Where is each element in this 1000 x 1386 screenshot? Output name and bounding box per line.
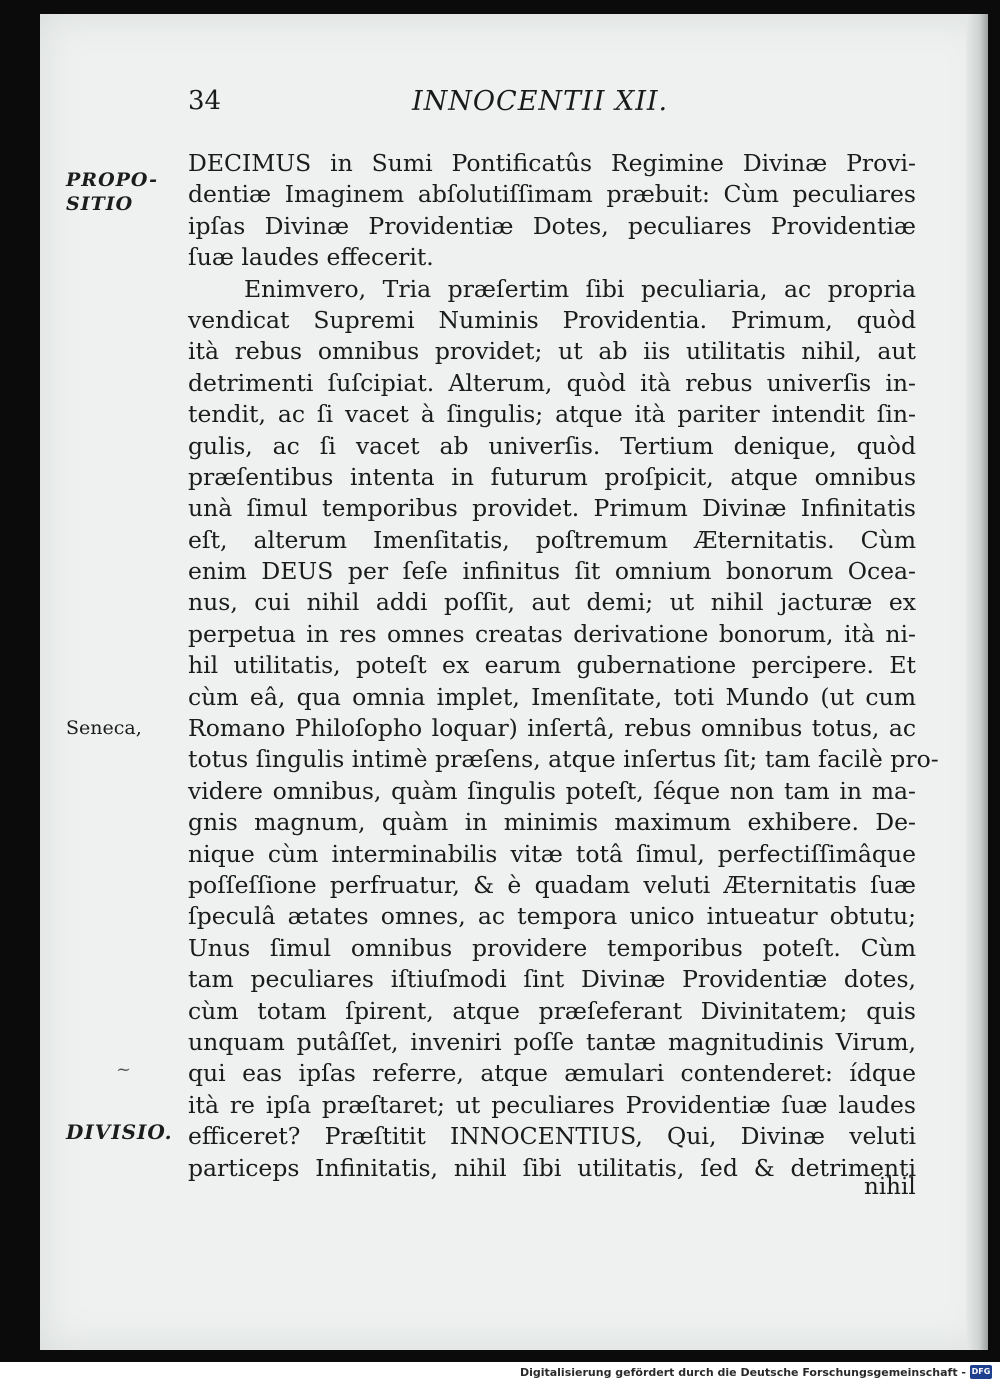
text-line: totus ſingulis intimè præſens, atque inſertus ſit; tam facilè pro- xyxy=(188,745,939,774)
text-line: Enimvero, Tria præſertim ſibi peculiaria, ac propria xyxy=(244,274,916,303)
text-line: DECIMUS in Sumi Pontificatûs Regimine Divinæ Provi- xyxy=(188,149,916,177)
text-line: præſentibus intenta in futurum proſpicit, atque omnibus xyxy=(188,462,916,491)
page-number: 34 xyxy=(188,86,222,116)
funding-credit: Digitalisierung gefördert durch die Deutsche Forschungsgemeinschaft - xyxy=(519,1366,966,1379)
page-header xyxy=(188,86,748,126)
text-line: vendicat Supremi Numinis Providentia. Primum, quòd xyxy=(188,305,916,334)
text-line: perpetua in res omnes creatas derivatione bonorum, ità ni- xyxy=(188,619,916,648)
footer-bar xyxy=(0,1362,1000,1386)
text-line: detrimenti ſuſcipiat. Alterum, quòd ità rebus univerſis in- xyxy=(188,368,916,397)
margin-mark: ~ xyxy=(116,1059,132,1080)
margin-note-seneca: Seneca, xyxy=(66,717,142,739)
text-line: qui eas ipſas referre, atque æmulari contenderet: ídque xyxy=(188,1059,916,1088)
text-line: eſt, alterum Imenſitatis, poſtremum Æternitatis. Cùm xyxy=(188,525,916,554)
text-line: tendit, ac ſi vacet à ſingulis; atque ità pariter intendit ſin- xyxy=(188,400,916,429)
text-line: nus, cui nihil addi poſſit, aut demi; ut nihil jacturæ ex xyxy=(188,588,916,617)
text-line: gnis magnum, quàm in minimis maximum exhibere. De- xyxy=(188,808,916,837)
text-line: particeps Infinitatis, nihil ſibi utilitatis, ſed & detrimenti xyxy=(188,1153,916,1182)
text-line: ità re ipſa præſtaret; ut peculiares Providentiæ ſuæ laudes xyxy=(188,1090,916,1119)
text-line: tam peculiares iſtiuſmodi ſint Divinæ Providentiæ dotes, xyxy=(188,965,916,994)
text-line: nique cùm interminabilis vitæ totâ ſimul, perfectiſſimâque xyxy=(188,839,916,868)
margin-note-propositio xyxy=(66,168,158,216)
margin-note-propositio-line2: SITIO xyxy=(66,193,134,215)
text-line: hil utilitatis, poteſt ex earum gubernatione percipere. Et xyxy=(188,651,916,680)
text-line: ſuæ laudes effecerit. xyxy=(188,243,434,272)
text-line: ità rebus omnibus providet; ut ab iis utilitatis nihil, aut xyxy=(188,337,916,366)
text-line: videre omnibus, quàm ſingulis poteſt, ſéque non tam in ma- xyxy=(188,776,916,805)
text-line: Romano Philoſopho loquar) inſertâ, rebus omnibus totus, ac xyxy=(188,714,916,743)
text-line: dentiæ Imaginem abſolutiſſimam præbuit: Cùm peculiares xyxy=(188,180,916,209)
text-line: efficeret? Præſtitit INNOCENTIUS, Qui, Divinæ veluti xyxy=(188,1122,916,1151)
text-line: gulis, ac ſi vacet ab univerſis. Tertium denique, quòd xyxy=(188,431,916,460)
text-line: poſſeſſione perfruatur, & è quadam veluti Æternitatis ſuæ xyxy=(188,870,916,899)
body-text xyxy=(188,148,939,1184)
text-line: unà ſimul temporibus providet. Primum Divinæ Infinitatis xyxy=(188,494,916,523)
text-line: Unus ſimul omnibus providere temporibus poteſt. Cùm xyxy=(188,933,916,962)
running-title: INNOCENTII XII. xyxy=(412,86,669,117)
page-edge xyxy=(966,14,988,1350)
text-line: enim DEUS per ſeſe infinitus ſit omnium bonorum Ocea- xyxy=(188,557,916,586)
margin-note-propositio-line1: PROPO- xyxy=(66,169,159,191)
text-line: cùm totam ſpirent, atque præſeferant Divinitatem; quis xyxy=(188,996,916,1025)
text-line: cùm eâ, qua omnia implet, Imenſitate, toti Mundo (ut cum xyxy=(188,682,916,711)
text-line: unquam putâſſet, inveniri poſſe tantæ magnitudinis Virum, xyxy=(188,1027,916,1056)
dfg-logo: DFG xyxy=(970,1365,992,1379)
text-line: ſpeculâ ætates omnes, ac tempora unico intueatur obtutu; xyxy=(188,902,916,931)
text-line: ipſas Divinæ Providentiæ Dotes, peculiares Providentiæ xyxy=(188,211,916,240)
margin-note-divisio: DIVISIO. xyxy=(66,1120,173,1144)
catchword: nihil xyxy=(864,1174,916,1200)
